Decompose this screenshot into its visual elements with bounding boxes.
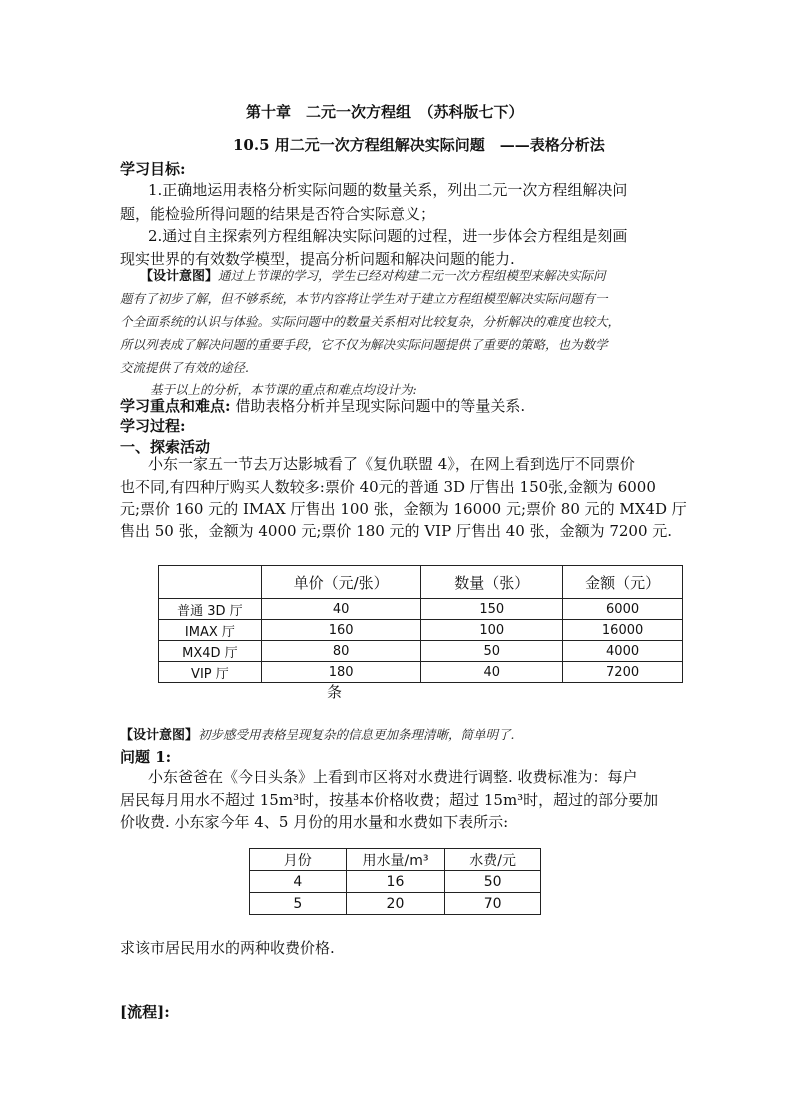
design-intent-text: 初步感受用表格呈现复杂的信息更加条理清晰，简单明了. xyxy=(198,727,515,742)
ticket-header-cell: 数量（张） xyxy=(421,566,563,599)
design-intent-text: 通过上节课的学习，学生已经对构建二元一次方程组模型来解决实际问 xyxy=(218,268,606,283)
table-cell: 100 xyxy=(421,620,563,641)
problem-1-line-3: 价收费. 小东家今年 4、5 月份的用水量和水费如下表所示: xyxy=(120,813,509,831)
process-heading: 学习过程: xyxy=(120,417,186,435)
table-cell: 20 xyxy=(346,893,445,915)
table-cell: 4 xyxy=(250,871,347,893)
design-intent-label: 【设计意图】 xyxy=(140,269,219,284)
explore-line-4: 售出 50 张，金额为 4000 元;票价 180 元的 VIP 厅售出 40 张，金额为 7200 元. xyxy=(120,522,673,540)
problem-1-question: 求该市居民用水的两种收费价格. xyxy=(120,939,335,957)
table-cell: 40 xyxy=(261,599,421,620)
table-cell: 7200 xyxy=(563,662,683,683)
explore-line-2: 也不同,有四种厅购买人数较多:票价 40元的普通 3D 厅售出 150张,金额为 6000 xyxy=(120,478,656,496)
design-intent-2 xyxy=(120,724,515,747)
water-table-header-row xyxy=(250,849,541,871)
ticket-header-cell: 金额（元） xyxy=(563,566,683,599)
stray-character: 条 xyxy=(327,683,343,701)
table-cell: 180 xyxy=(261,662,421,683)
water-table xyxy=(249,848,541,915)
key-points-label: 学习重点和难点: xyxy=(120,397,231,415)
design-intent-label: 【设计意图】 xyxy=(120,728,199,743)
explore-line-1: 小东一家五一节去万达影城看了《复仇联盟 4》，在网上看到选厅不同票价 xyxy=(148,455,635,473)
table-cell: 16000 xyxy=(563,620,683,641)
design-intent-1-line-5: 交流提供了有效的途径. xyxy=(120,360,249,375)
objectives-heading: 学习目标: xyxy=(120,160,186,178)
water-header-cell: 水费/元 xyxy=(445,849,541,871)
ticket-table-header-row xyxy=(159,566,683,599)
water-header-cell: 月份 xyxy=(250,849,347,871)
problem-1-line-1: 小东爸爸在《今日头条》上看到市区将对水费进行调整. 收费标准为：每户 xyxy=(148,768,638,786)
table-cell: 50 xyxy=(445,871,541,893)
objective-2-line-2: 现实世界的有效数学模型，提高分析问题和解决问题的能力. xyxy=(120,250,515,268)
table-cell: 50 xyxy=(421,641,563,662)
hall-name-cell: VIP 厅 xyxy=(159,662,262,683)
table-row xyxy=(159,620,683,641)
design-intent-1-line-1 xyxy=(140,265,606,288)
table-cell: 5 xyxy=(250,893,347,915)
section-title: 10.5 用二元一次方程组解决实际问题 ——表格分析法 xyxy=(233,136,605,154)
ticket-header-cell xyxy=(159,566,262,599)
objective-1-line-1: 1.正确地运用表格分析实际问题的数量关系，列出二元一次方程组解决问 xyxy=(148,181,628,199)
design-intent-1-line-6: 基于以上的分析，本节课的重点和难点均设计为: xyxy=(150,382,417,397)
ticket-table xyxy=(158,565,683,683)
explore-line-3: 元;票价 160 元的 IMAX 厅售出 100 张，金额为 16000 元;票价 80 元的 MX4D 厅 xyxy=(120,500,687,518)
explore-heading: 一、探索活动 xyxy=(120,438,211,456)
table-row xyxy=(159,662,683,683)
table-cell: 40 xyxy=(421,662,563,683)
problem-1-heading: 问题 1: xyxy=(120,748,172,766)
hall-name-cell: 普通 3D 厅 xyxy=(159,599,262,620)
table-row xyxy=(159,599,683,620)
water-header-cell: 用水量/m³ xyxy=(346,849,445,871)
hall-name-cell: IMAX 厅 xyxy=(159,620,262,641)
table-row xyxy=(250,893,541,915)
design-intent-1-line-3: 个全面系统的认识与体验。实际问题中的数量关系相对比较复杂，分析解决的难度也较大， xyxy=(120,314,621,329)
ticket-header-cell: 单价（元/张） xyxy=(261,566,421,599)
objective-2-line-1: 2.通过自主探索列方程组解决实际问题的过程，进一步体会方程组是刻画 xyxy=(148,227,628,245)
table-cell: 150 xyxy=(421,599,563,620)
table-row xyxy=(250,871,541,893)
table-row xyxy=(159,641,683,662)
chapter-title: 第十章 二元一次方程组 （苏科版七下） xyxy=(246,103,524,121)
objective-1-line-2: 题，能检验所得问题的结果是否符合实际意义； xyxy=(120,205,436,223)
table-cell: 6000 xyxy=(563,599,683,620)
table-cell: 16 xyxy=(346,871,445,893)
table-cell: 4000 xyxy=(563,641,683,662)
table-cell: 80 xyxy=(261,641,421,662)
table-cell: 160 xyxy=(261,620,421,641)
problem-1-line-2: 居民每月用水不超过 15m³时，按基本价格收费；超过 15m³时，超过的部分要加 xyxy=(120,791,659,809)
table-cell: 70 xyxy=(445,893,541,915)
design-intent-1-line-2: 题有了初步了解，但不够系统，本节内容将让学生对于建立方程组模型解决实际问题有一 xyxy=(120,291,608,306)
flow-label: [流程]: xyxy=(120,1003,170,1021)
key-points-text: 借助表格分析并呈现实际问题中的等量关系. xyxy=(230,397,526,415)
hall-name-cell: MX4D 厅 xyxy=(159,641,262,662)
design-intent-1-line-4: 所以列表成了解决问题的重要手段，它不仅为解决实际问题提供了重要的策略，也为数学 xyxy=(120,337,608,352)
